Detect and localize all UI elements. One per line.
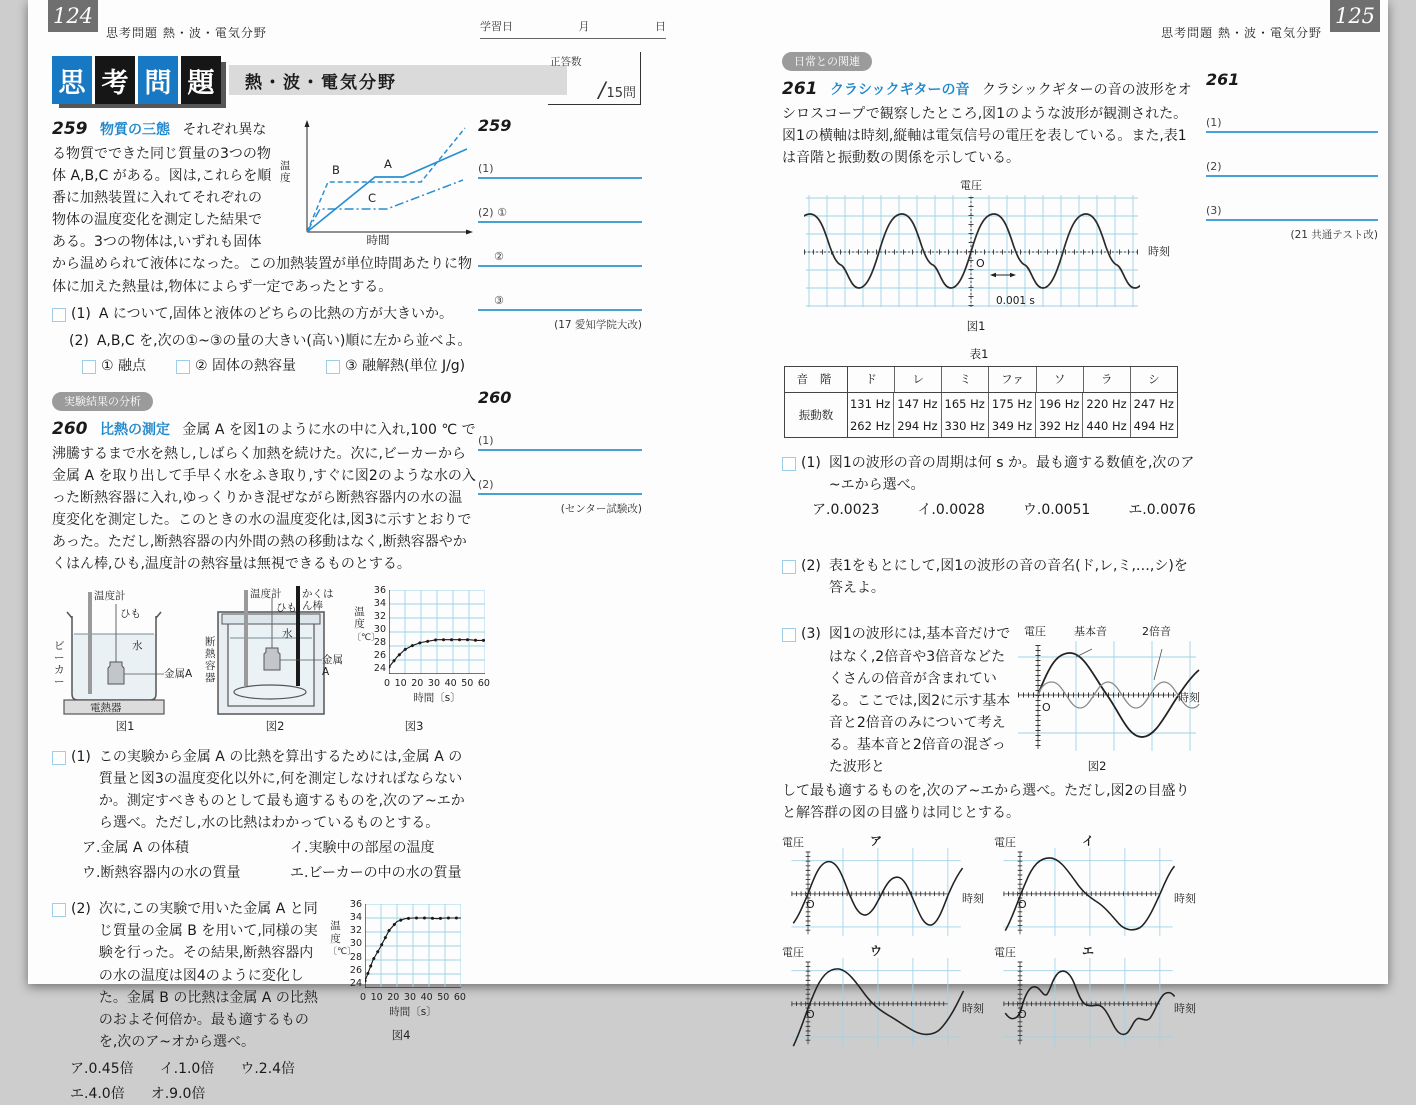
figure-260-3 <box>352 584 490 736</box>
figure-caption: 図1 <box>966 319 986 334</box>
origin-label: O <box>1042 701 1051 715</box>
answer-block-261 <box>1206 70 1378 242</box>
choice-a-chart <box>782 846 972 938</box>
source-credit: (21 共通テスト改) <box>1290 229 1378 241</box>
answer-checkbox[interactable] <box>82 360 96 374</box>
choice-letter: エ <box>1082 944 1095 959</box>
x-tick: 0 <box>384 677 391 689</box>
question-text: A,B,C を,次の①~③の量の大きい(高い)順に左から並べよ。 <box>96 332 472 349</box>
x-tick: 40 <box>420 992 433 1004</box>
question-261-3-left <box>782 623 1014 778</box>
figure-caption: 図4 <box>391 1028 411 1043</box>
table-header-label: 音 階 <box>785 367 848 391</box>
choice-i-chart <box>994 846 1184 938</box>
answer-line[interactable] <box>478 145 642 179</box>
question-text: 図1の波形には,基本音だけではなく,2倍音や3倍音などたくさんの倍音が含まれている。ここでは,図2に示す基本音と2倍音のみについて考える。基本音と2倍音の混ざった波形と <box>828 626 1011 776</box>
answer-checkbox[interactable] <box>782 457 796 471</box>
answer-label: (3) <box>1206 204 1222 217</box>
source-credit: (センター試験改) <box>560 503 642 515</box>
note-header-cell: ミ <box>942 367 989 391</box>
y-tick: 30 <box>349 938 362 950</box>
breadcrumb: 思考問題 熱・波・電気分野 <box>106 26 267 40</box>
problem-259 <box>52 116 476 377</box>
y-tick: 26 <box>373 649 386 661</box>
option-label: エ.ビーカーの中の水の質量 <box>290 865 462 882</box>
metal-label: 金属A <box>164 667 193 680</box>
frequency-cell: 349 Hz <box>989 415 1036 437</box>
answer-checkbox[interactable] <box>176 360 190 374</box>
figure-261-1 <box>800 177 1192 335</box>
x-tick: 30 <box>403 992 417 1004</box>
question-number: (2) <box>801 558 821 575</box>
y-axis-unit: 〔℃〕 <box>352 632 381 643</box>
answer-label: (1) <box>478 434 494 447</box>
container-label: 断熱容器 <box>205 635 216 684</box>
y-axis-ticks <box>368 586 386 674</box>
time-axis-label: 時刻 <box>1178 691 1200 705</box>
frequency-cell: 294 Hz <box>894 415 941 437</box>
frequency-cell: 175 Hz <box>989 393 1036 415</box>
problem-body: それぞれ異なる物質でできた同じ質量の3つの物体 A,B,C がある。図は,これらを順番に加熱装置に入れてそれぞれの物体の温度変化を測定した結果である。3つの物体は,いずれも固体から温められて液体になった。この加熱装置が単位時間あたりに物体に加えた熱量は,物体によらず一定であったとする。 <box>52 122 472 295</box>
figure-caption: 図3 <box>404 719 424 734</box>
book-spread <box>28 0 1388 1103</box>
table-body <box>785 393 1177 437</box>
fundamental-label: 基本音 <box>1074 625 1107 639</box>
question-text: 次に,この実験で用いた金属 A と同じ質量の金属 B を用いて,同様の実験を行った。その結果,断熱容器内の水の温度は図4のように変化した。金属 B の比熱は金属 A の比熱のおよそ何倍か。最も適するものを,次のア~オから選べ。 <box>98 901 318 1050</box>
x-tick: 10 <box>370 992 383 1004</box>
choice-graph-i[interactable] <box>994 834 1200 938</box>
title-tile: 問 <box>138 56 178 104</box>
y-tick: 28 <box>373 636 386 648</box>
option-label: イ.実験中の部屋の温度 <box>290 840 435 857</box>
option-label: イ.1.0倍 <box>159 1061 215 1077</box>
option-label: ウ.0.0051 <box>1022 502 1091 519</box>
answer-line[interactable] <box>478 233 642 267</box>
y-axis-unit: 〔℃〕 <box>328 947 357 958</box>
score-box <box>548 52 641 105</box>
answer-label: (2) <box>478 478 494 491</box>
question-number: (3) <box>801 626 821 643</box>
option-label: ① 融点 <box>101 357 147 374</box>
score-slash: / <box>598 78 606 102</box>
y-tick: 36 <box>349 899 362 911</box>
tag-260 <box>52 390 476 412</box>
option-label: ウ.2.4倍 <box>240 1061 296 1077</box>
frequency-cell: 330 Hz <box>942 415 989 437</box>
waveform-chart <box>804 193 1140 309</box>
title-tile: 思 <box>52 56 92 104</box>
question-259-2 <box>52 330 476 352</box>
time-axis-label: 時刻 <box>962 1002 984 1016</box>
question-text: A について,固体と液体のどちらの比熱の方が大きいか。 <box>98 305 454 322</box>
frequency-cell: 131 Hz <box>847 393 894 415</box>
y-tick: 26 <box>349 964 362 976</box>
x-tick: 50 <box>437 992 450 1004</box>
problem-body: クラシックギターの音の波形をオシロスコープで観察したところ,図1のような波形が観測された。図1の横軸は時刻,縦軸は電気信号の電圧を表している。また,表1は音階と振動数の関係を示している。 <box>782 82 1192 167</box>
answer-line[interactable] <box>478 277 642 311</box>
option-label: ア.0.45倍 <box>70 1061 134 1077</box>
answer-line[interactable] <box>1206 187 1378 221</box>
option-item <box>176 355 296 377</box>
answer-column-125 <box>1206 70 1378 242</box>
voltage-axis-label: 電圧 <box>1024 625 1046 639</box>
voltage-axis-label: 電圧 <box>994 946 1016 960</box>
answer-checkbox[interactable] <box>782 560 796 574</box>
question-number: (1) <box>71 748 91 765</box>
answer-line[interactable] <box>478 417 642 451</box>
y-tick: 36 <box>373 584 386 596</box>
choice-letter: イ <box>1082 834 1095 849</box>
fundamental-harmonic-chart <box>1014 637 1200 755</box>
title-tile: 考 <box>95 56 135 104</box>
answer-label: (2) ① <box>478 206 507 219</box>
question-text: 図1の波形の音の周期は何 s か。最も適する数値を,次のア~エから選べ。 <box>828 454 1195 494</box>
x-axis-ticks <box>360 990 466 1005</box>
y-tick: 24 <box>373 663 386 675</box>
question-261-2 <box>782 555 1200 599</box>
tag-261 <box>782 50 1200 72</box>
problem-number: 261 <box>782 79 818 100</box>
question-row <box>52 898 324 1053</box>
question-text: 表1をもとにして,図1の波形の音の音名(ド,レ,ミ,…,シ)を答えよ。 <box>828 558 1188 597</box>
options-260-2-row1 <box>52 1058 324 1080</box>
y-axis-title: 温度 <box>354 605 365 631</box>
x-tick: 0 <box>360 992 367 1004</box>
option-label: エ.0.0076 <box>1128 502 1196 519</box>
string-label: ひも <box>276 601 297 614</box>
main-column-124 <box>52 116 490 1105</box>
figure-caption: 図1 <box>115 719 135 734</box>
answer-checkbox[interactable] <box>52 903 66 917</box>
voltage-axis-label: 電圧 <box>960 179 982 193</box>
frequency-cell: 392 Hz <box>1036 415 1083 437</box>
choice-graph-u[interactable] <box>782 944 988 1048</box>
page-124 <box>28 0 708 1103</box>
frequency-cell: 196 Hz <box>1036 393 1083 415</box>
question-259-1 <box>52 303 476 325</box>
choice-graphs <box>782 834 1200 1048</box>
question-260-2 <box>52 898 476 1105</box>
study-day-label: 日 <box>655 20 666 33</box>
stirrer-label: かくはん棒 <box>302 587 334 612</box>
y-tick: 34 <box>349 912 362 924</box>
time-scale-label: 0.001 s <box>996 295 1035 308</box>
choice-letter: ウ <box>870 944 883 959</box>
score-total: 15問 <box>606 86 636 101</box>
y-tick: 34 <box>373 597 386 609</box>
x-tick: 10 <box>394 677 407 689</box>
y-axis-title: 温度 <box>330 920 341 945</box>
choice-letter: ア <box>870 834 883 849</box>
thermometer-label: 温度計 <box>250 587 282 600</box>
frequency-cell: 440 Hz <box>1083 415 1130 437</box>
choice-graph-a[interactable] <box>782 834 988 938</box>
problem-title: 比熱の測定 <box>99 422 170 439</box>
x-tick: 20 <box>411 677 424 689</box>
table-note-headers <box>848 367 1177 391</box>
study-month-label: 月 <box>578 20 590 33</box>
option-label: イ.0.0028 <box>917 502 985 519</box>
option-label: ③ 融解熱(単位 J/g) <box>345 357 466 374</box>
time-axis-label: 時刻 <box>1174 1002 1196 1016</box>
curve-c-label: C <box>368 191 377 205</box>
figure-260-1 <box>52 584 198 736</box>
heating-curves-chart <box>295 116 476 248</box>
answer-line[interactable] <box>478 189 642 223</box>
options-260-1-row2 <box>52 862 476 884</box>
voltage-axis-label: 電圧 <box>994 836 1016 850</box>
question-261-1 <box>782 452 1200 496</box>
tag-pill: 実験結果の分析 <box>52 392 153 411</box>
x-tick: 20 <box>387 992 400 1004</box>
y-tick: 32 <box>373 610 386 622</box>
page-125 <box>708 0 1388 1022</box>
option-label: ウ.断熱容器内の水の質量 <box>82 865 241 882</box>
figure-260-2 <box>204 584 346 736</box>
study-date-label: 学習日 <box>480 20 513 33</box>
chapter-subject: 熱・波・電気分野 <box>229 65 567 95</box>
question-260-2-left <box>52 898 324 1105</box>
x-axis-ticks <box>384 676 490 691</box>
water-label: 水 <box>282 627 293 640</box>
problem-number: 260 <box>52 419 88 440</box>
frequency-cell: 494 Hz <box>1133 418 1174 433</box>
note-header-cell: ド <box>848 367 895 391</box>
source-credit: (17 愛知学院大改) <box>554 319 642 331</box>
time-axis-label: 時刻 <box>962 892 984 906</box>
frequency-cell: 147 Hz <box>894 393 941 415</box>
time-axis-label: 時刻 <box>1148 245 1170 259</box>
study-date-row <box>480 18 666 39</box>
answer-label: (1) <box>1206 116 1222 129</box>
problem-title: 物質の三態 <box>99 122 170 138</box>
question-number: (1) <box>71 305 91 322</box>
answer-block-260 <box>478 388 642 516</box>
question-number: (2) <box>69 332 89 349</box>
answer-line[interactable] <box>1206 143 1378 177</box>
figure-260-4 <box>328 898 474 1058</box>
time-axis-label: 時刻 <box>1174 892 1196 906</box>
temperature-chart-B <box>365 904 461 988</box>
y-tick: 28 <box>349 951 362 963</box>
score-label: 正答数 <box>550 56 582 68</box>
tag-pill: 日常との関連 <box>782 52 872 71</box>
figure-259-graph <box>280 116 476 248</box>
answer-checkbox[interactable] <box>52 308 66 322</box>
voltage-axis-label: 電圧 <box>782 836 804 850</box>
x-tick: 50 <box>461 677 474 689</box>
x-tick: 60 <box>477 677 490 689</box>
table-caption: 表1 <box>969 347 989 362</box>
answer-block-259 <box>478 116 642 332</box>
answer-line[interactable] <box>478 461 642 495</box>
y-axis-ticks <box>344 900 362 988</box>
question-number: (1) <box>801 454 821 471</box>
option-label: オ.9.0倍 <box>150 1086 206 1103</box>
question-261-3 <box>782 623 1200 778</box>
question-260-1 <box>52 746 476 834</box>
x-axis-label: 時間〔s〕 <box>413 691 461 704</box>
voltage-axis-label: 電圧 <box>782 946 804 960</box>
question-row <box>782 623 1014 778</box>
title-tiles <box>52 56 221 104</box>
checkbox-spacer <box>52 330 69 352</box>
options-260-1-row1 <box>52 837 476 859</box>
answer-problem-number: 260 <box>478 388 512 407</box>
problem-261 <box>782 76 1200 1048</box>
heater-label: 電熱器 <box>90 701 122 714</box>
note-header-cell: ファ <box>989 367 1036 391</box>
choice-u-chart <box>782 956 972 1048</box>
curve-b-label: B <box>332 163 340 177</box>
temperature-chart-A <box>389 590 485 674</box>
frequency-row-high <box>847 415 1177 437</box>
question-text: この実験から金属 A の比熱を算出するためには,金属 A の質量と図3の温度変化以外に,何を測定しなければならないか。測定すべきものとして最も適するものを,次のア~エから選べ。ただし,水の比熱はわかっているものとする。 <box>98 748 465 831</box>
option-item <box>82 355 146 377</box>
answer-problem-number: 259 <box>478 116 512 135</box>
title-tile: 題 <box>181 56 221 104</box>
curve-a-label: A <box>384 157 392 171</box>
option-label: エ.4.0倍 <box>70 1086 125 1103</box>
question-261-3-rest: して最も適するものを,次のア~エから選べ。ただし,図2の目盛りと解答群の図の目盛りは同じとする。 <box>782 783 1190 822</box>
answer-label: (1) <box>478 162 494 175</box>
y-tick: 24 <box>349 977 362 989</box>
options-259 <box>52 355 476 377</box>
y-axis-label: 温度 <box>280 160 291 185</box>
beaker-label: ビーカー <box>54 639 65 688</box>
origin-label: O <box>976 257 985 271</box>
problem-title: クラシックギターの音 <box>829 82 970 99</box>
table-row-label: 振動数 <box>785 393 848 437</box>
frequency-cells <box>847 393 1177 437</box>
x-tick: 40 <box>444 677 457 689</box>
thermometer-label: 温度計 <box>94 589 126 602</box>
note-header-cell: ソ <box>1037 367 1084 391</box>
answer-label: ③ <box>494 294 504 307</box>
page-number-badge: 124 <box>48 0 98 32</box>
origin-label: O <box>806 898 815 912</box>
table-header-row <box>785 367 1177 392</box>
frequency-cell: 262 Hz <box>847 415 894 437</box>
question-number: (2) <box>71 901 91 918</box>
x-tick: 30 <box>427 677 441 689</box>
y-tick: 32 <box>349 925 362 937</box>
answer-checkbox[interactable] <box>52 751 66 765</box>
option-label: ア.金属 A の体積 <box>82 840 189 857</box>
answer-problem-number: 261 <box>1206 70 1240 89</box>
x-tick: 60 <box>453 992 466 1004</box>
score-value <box>598 78 636 102</box>
water-label: 水 <box>132 639 143 652</box>
answer-line[interactable] <box>1206 99 1378 133</box>
frequency-cell: 165 Hz <box>942 393 989 415</box>
figure-caption: 図2 <box>265 719 285 734</box>
frequency-row-low <box>847 393 1177 415</box>
option-item <box>326 355 465 377</box>
scale-frequency-table <box>784 366 1178 437</box>
note-header-cell: レ <box>895 367 942 391</box>
note-header-cell: シ <box>1148 372 1160 387</box>
option-label: ア.0.0023 <box>812 502 880 519</box>
beaker-diagram <box>52 584 198 720</box>
answer-checkbox[interactable] <box>326 360 340 374</box>
problem-260 <box>52 416 490 1105</box>
x-axis-label: 時間〔s〕 <box>389 1006 437 1019</box>
string-label: ひも <box>120 607 141 620</box>
choice-graph-e[interactable] <box>994 944 1200 1048</box>
y-tick: 30 <box>373 623 386 635</box>
page-number-badge: 125 <box>1330 0 1380 32</box>
chapter-title-block <box>52 56 567 104</box>
options-260-2-row2 <box>52 1083 324 1105</box>
main-column-125 <box>782 50 1200 1048</box>
answer-column-124 <box>478 116 642 516</box>
harmonic-label: 2倍音 <box>1142 625 1171 639</box>
note-header-cell: ラ <box>1084 367 1131 391</box>
answer-label: (2) <box>1206 160 1222 173</box>
origin-label: O <box>1018 1008 1027 1022</box>
origin-label: O <box>1018 898 1027 912</box>
x-axis-label: 時間 <box>366 233 390 247</box>
problem-number: 259 <box>52 119 88 139</box>
answer-label: ② <box>494 250 504 263</box>
frequency-cell: 220 Hz <box>1083 393 1130 415</box>
answer-checkbox[interactable] <box>782 628 796 642</box>
origin-label: O <box>806 1008 815 1022</box>
options-261-1 <box>782 499 1200 521</box>
figure-caption: 図2 <box>1087 759 1107 774</box>
figures-row-260 <box>52 584 490 736</box>
breadcrumb: 思考問題 熱・波・電気分野 <box>1161 26 1322 40</box>
problem-body: 金属 A を図1のように水の中に入れ,100 ℃ で沸騰するまで水を熱し,しばらく加熱を続けた。次に,ビーカーから金属 A を取り出して手早く水をふき取り,すぐに図2のような水の入った断熱容器に入れ,ゆっくりかき混ぜながら断熱容器内の水の温度変化を測定した。このときの水の温度変化は,図3に示すとおりであった。ただし,断熱容器の内外間の熱の移動はなく,断熱容器やかくはん棒,ひも,温度計の熱容量は無視できるものとする。 <box>52 422 476 573</box>
figure-261-2 <box>1014 623 1200 775</box>
choice-e-chart <box>994 956 1184 1048</box>
metal-label: 金属A <box>322 653 343 678</box>
frequency-cell: 247 Hz <box>1133 396 1174 411</box>
option-label: ② 固体の熱容量 <box>195 357 297 374</box>
